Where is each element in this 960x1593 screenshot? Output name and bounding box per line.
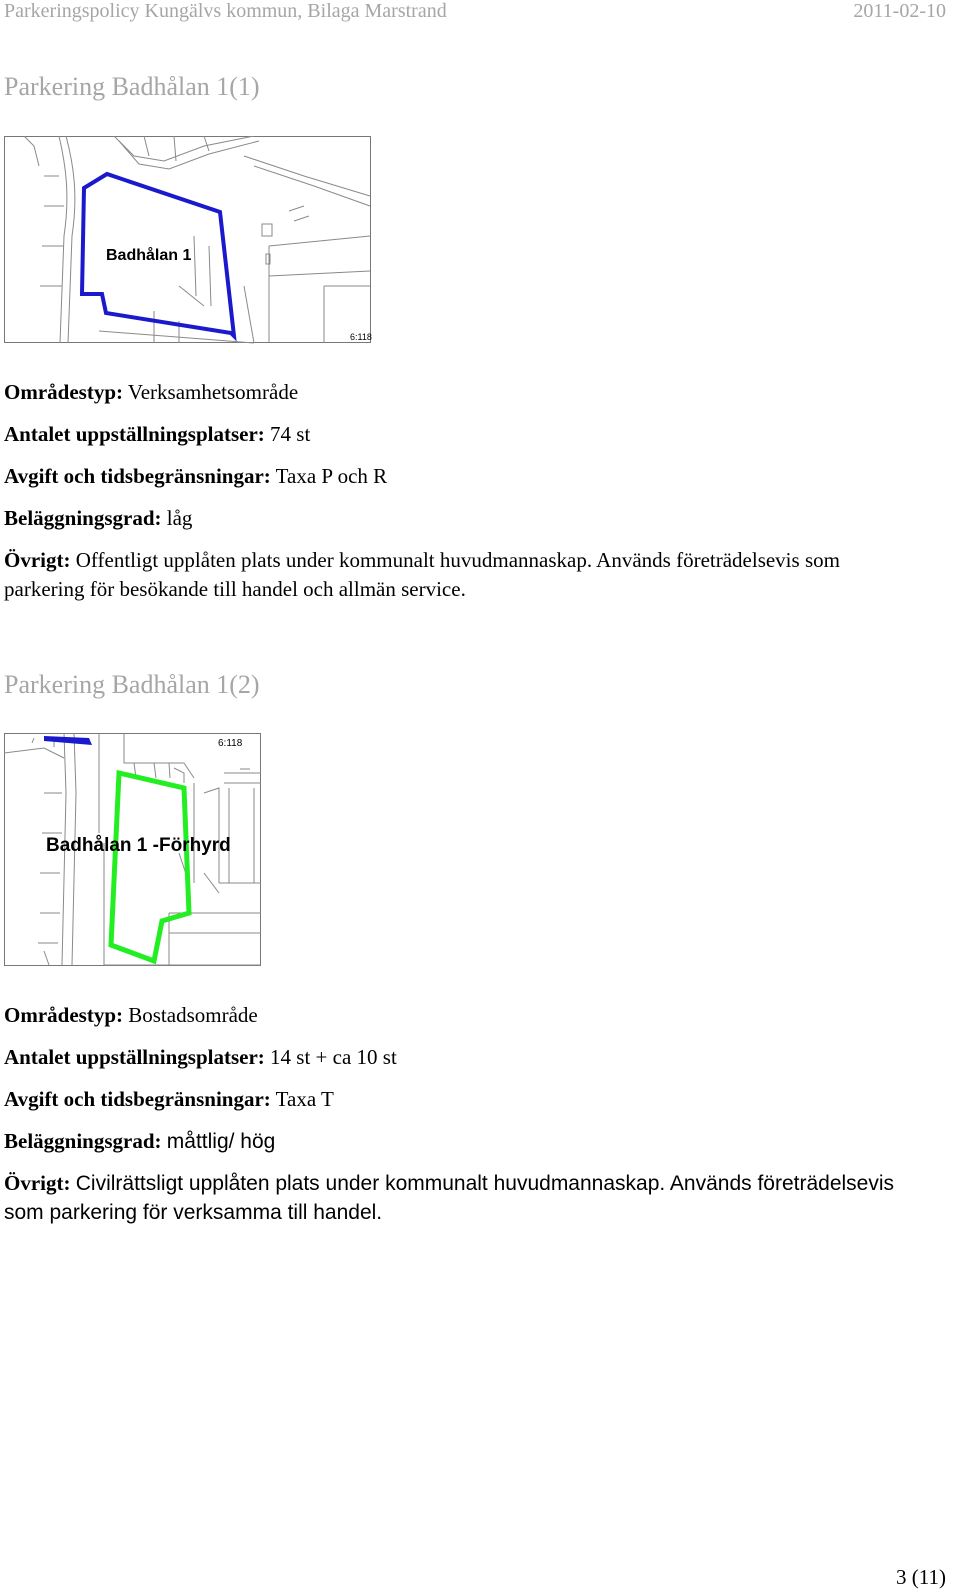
omradestyp-value: Verksamhetsområde [127, 380, 299, 404]
ovrigt-row [4, 546, 924, 604]
ovrigt-label: Övrigt: [4, 548, 71, 572]
ovrigt-label: Övrigt: [4, 1171, 71, 1195]
map-parcel-label: 6:118 [218, 738, 243, 749]
omradestyp-row [4, 378, 924, 407]
platser-value: 74 st [270, 422, 311, 446]
avgift-row [4, 1085, 924, 1114]
platser-label: Antalet uppställningsplatser: [4, 1045, 265, 1069]
avgift-row [4, 462, 924, 491]
ovrigt-value: Civilrättsligt upplåten plats under kommunalt huvudmannaskap. Används företrädelsevis som parkering för verksamma till handel. [4, 1172, 895, 1224]
map-drawing [4, 136, 372, 344]
section-info-badhalan-1-1 [4, 378, 924, 617]
platser-label: Antalet uppställningsplatser: [4, 422, 265, 446]
belaggning-row [4, 1127, 924, 1156]
platser-row [4, 1043, 924, 1072]
belaggning-label: Beläggningsgrad: [4, 1129, 162, 1153]
omradestyp-label: Områdestyp: [4, 1003, 123, 1027]
map-badhalan-1-1 [4, 136, 372, 344]
map-badhalan-1-2 [4, 733, 262, 966]
belaggning-label: Beläggningsgrad: [4, 506, 162, 530]
document-header-date: 2011-02-10 [853, 0, 946, 22]
section-info-badhalan-1-2 [4, 1001, 924, 1240]
section-title-badhalan-1-2: Parkering Badhålan 1(2) [4, 670, 260, 699]
belaggning-value: låg [166, 506, 193, 530]
belaggning-value: måttlig/ hög [166, 1130, 276, 1153]
map-parcel-label: 6:118 [350, 332, 372, 342]
ovrigt-value: Offentligt upplåten plats under kommunalt huvudmannaskap. Används företrädelsevis som parkering för besökande till handel och allmän service. [4, 548, 840, 601]
avgift-value: Taxa T [275, 1087, 334, 1111]
section-title-badhalan-1-1: Parkering Badhålan 1(1) [4, 72, 260, 101]
document-header-title: Parkeringspolicy Kungälvs kommun, Bilaga Marstrand [4, 0, 447, 22]
ovrigt-row [4, 1169, 924, 1227]
omradestyp-label: Områdestyp: [4, 380, 123, 404]
platser-row [4, 420, 924, 449]
page-number: 3 (11) [896, 1565, 946, 1589]
avgift-label: Avgift och tidsbegränsningar: [4, 464, 271, 488]
map-drawing [4, 733, 262, 966]
platser-value: 14 st + ca 10 st [270, 1045, 397, 1069]
avgift-label: Avgift och tidsbegränsningar: [4, 1087, 271, 1111]
avgift-value: Taxa P och R [275, 464, 388, 488]
omradestyp-value: Bostadsområde [128, 1003, 258, 1027]
omradestyp-row [4, 1001, 924, 1030]
map-area-label: Badhålan 1 -Förhyrd [46, 835, 231, 856]
belaggning-row [4, 504, 924, 533]
map-area-label: Badhålan 1 [106, 247, 192, 264]
